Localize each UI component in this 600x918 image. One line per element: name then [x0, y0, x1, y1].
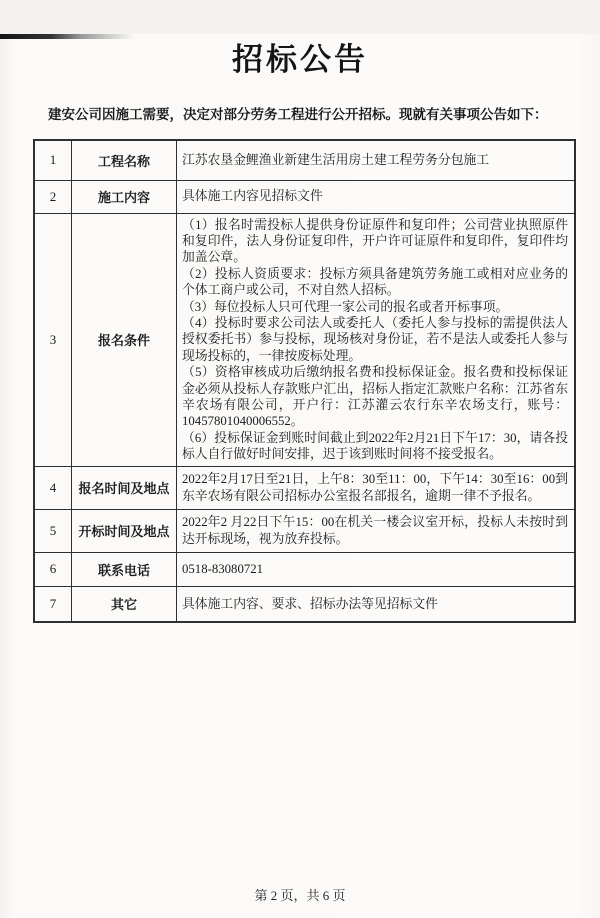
row-number-cell: 7	[34, 586, 72, 622]
row-content-cell	[177, 509, 576, 552]
page-number: 第 2 页，共 6 页	[254, 888, 346, 903]
table-row	[34, 586, 575, 622]
table-row	[34, 509, 575, 552]
row-number-cell: 3	[34, 213, 72, 466]
row-content-cell	[177, 213, 576, 466]
content-paragraph: 2022年2 月22日下午15：00在机关一楼会议室开标，投标人未按时到达开标现场，视为放弃投标。	[182, 515, 568, 546]
row-label-cell: 开标时间及地点	[72, 509, 177, 552]
table-row	[34, 466, 575, 509]
table-row	[34, 140, 575, 180]
row-number-cell: 5	[34, 509, 72, 552]
row-label-cell: 报名时间及地点	[72, 466, 177, 509]
content-paragraph: （2）投标人资质要求：投标方须具备建筑劳务施工或相对应业务的个体工商户或公司，不对自然人招标。	[182, 266, 568, 298]
row-content-cell	[177, 552, 576, 586]
announcement-table-body	[34, 140, 575, 622]
content-paragraph: 2022年2月17日至21日，上午8：30至11：00，下午14：30至16：00到东辛农场有限公司招标办公室报名部报名，逾期一律不予报名。	[182, 472, 568, 503]
row-content-cell	[177, 586, 576, 622]
content-paragraph: （6）投标保证金到账时间截止到2022年2月21日下午17：30，请各投标人自行做好时间安排，迟于该到账时间将不接受报名。	[182, 430, 568, 462]
row-number-cell: 4	[34, 466, 72, 509]
content-paragraph: （4）投标时要求公司法人或委托人（委托人参与投标的需提供法人授权委托书）参与投标，现场核对身份证，若不是法人或委托人参与现场投标的，一律按废标处理。	[182, 315, 568, 363]
content-paragraph: 0518-83080721	[182, 561, 264, 576]
content-paragraph: （5）资格审核成功后缴纳报名费和投标保证金。报名费和投标保证金必须从投标人存款账户汇出，招标人指定汇款账户名称：江苏省东辛农场有限公司，开户行：江苏灌云农行东辛农场支行，账号：10457801040006552。	[182, 365, 568, 429]
row-content-cell	[177, 140, 576, 180]
row-number-cell: 1	[34, 140, 72, 180]
row-label-cell: 报名条件	[72, 213, 177, 466]
content-paragraph: （1）报名时需投标人提供身份证原件和复印件；公司营业执照原件和复印件，法人身份证复印件，开户许可证原件和复印件，复印件均加盖公章。	[182, 217, 568, 265]
row-label-cell: 其它	[72, 586, 177, 622]
content-paragraph: 具体施工内容、要求、招标办法等见招标文件	[182, 596, 438, 611]
content-paragraph: 具体施工内容见招标文件	[182, 189, 323, 204]
row-content-cell	[177, 466, 576, 509]
table-row	[34, 213, 575, 466]
intro-paragraph: 建安公司因施工需要，决定对部分劳务工程进行公开招标。现就有关事项公告如下：	[48, 107, 548, 122]
row-number-cell: 2	[34, 180, 72, 213]
row-content-cell	[177, 180, 576, 213]
announcement-table	[33, 139, 576, 623]
table-row	[34, 552, 575, 586]
row-label-cell: 工程名称	[72, 140, 177, 180]
row-label-cell: 联系电话	[72, 552, 177, 586]
page-title: 招标公告	[232, 42, 368, 77]
content-paragraph: 江苏农垦金鲤渔业新建生活用房土建工程劳务分包施工	[182, 153, 490, 168]
table-row	[34, 180, 575, 213]
content-paragraph: （3）每位投标人只可代理一家公司的报名或者开标事项。	[182, 299, 509, 314]
row-number-cell: 6	[34, 552, 72, 586]
row-label-cell: 施工内容	[72, 180, 177, 213]
